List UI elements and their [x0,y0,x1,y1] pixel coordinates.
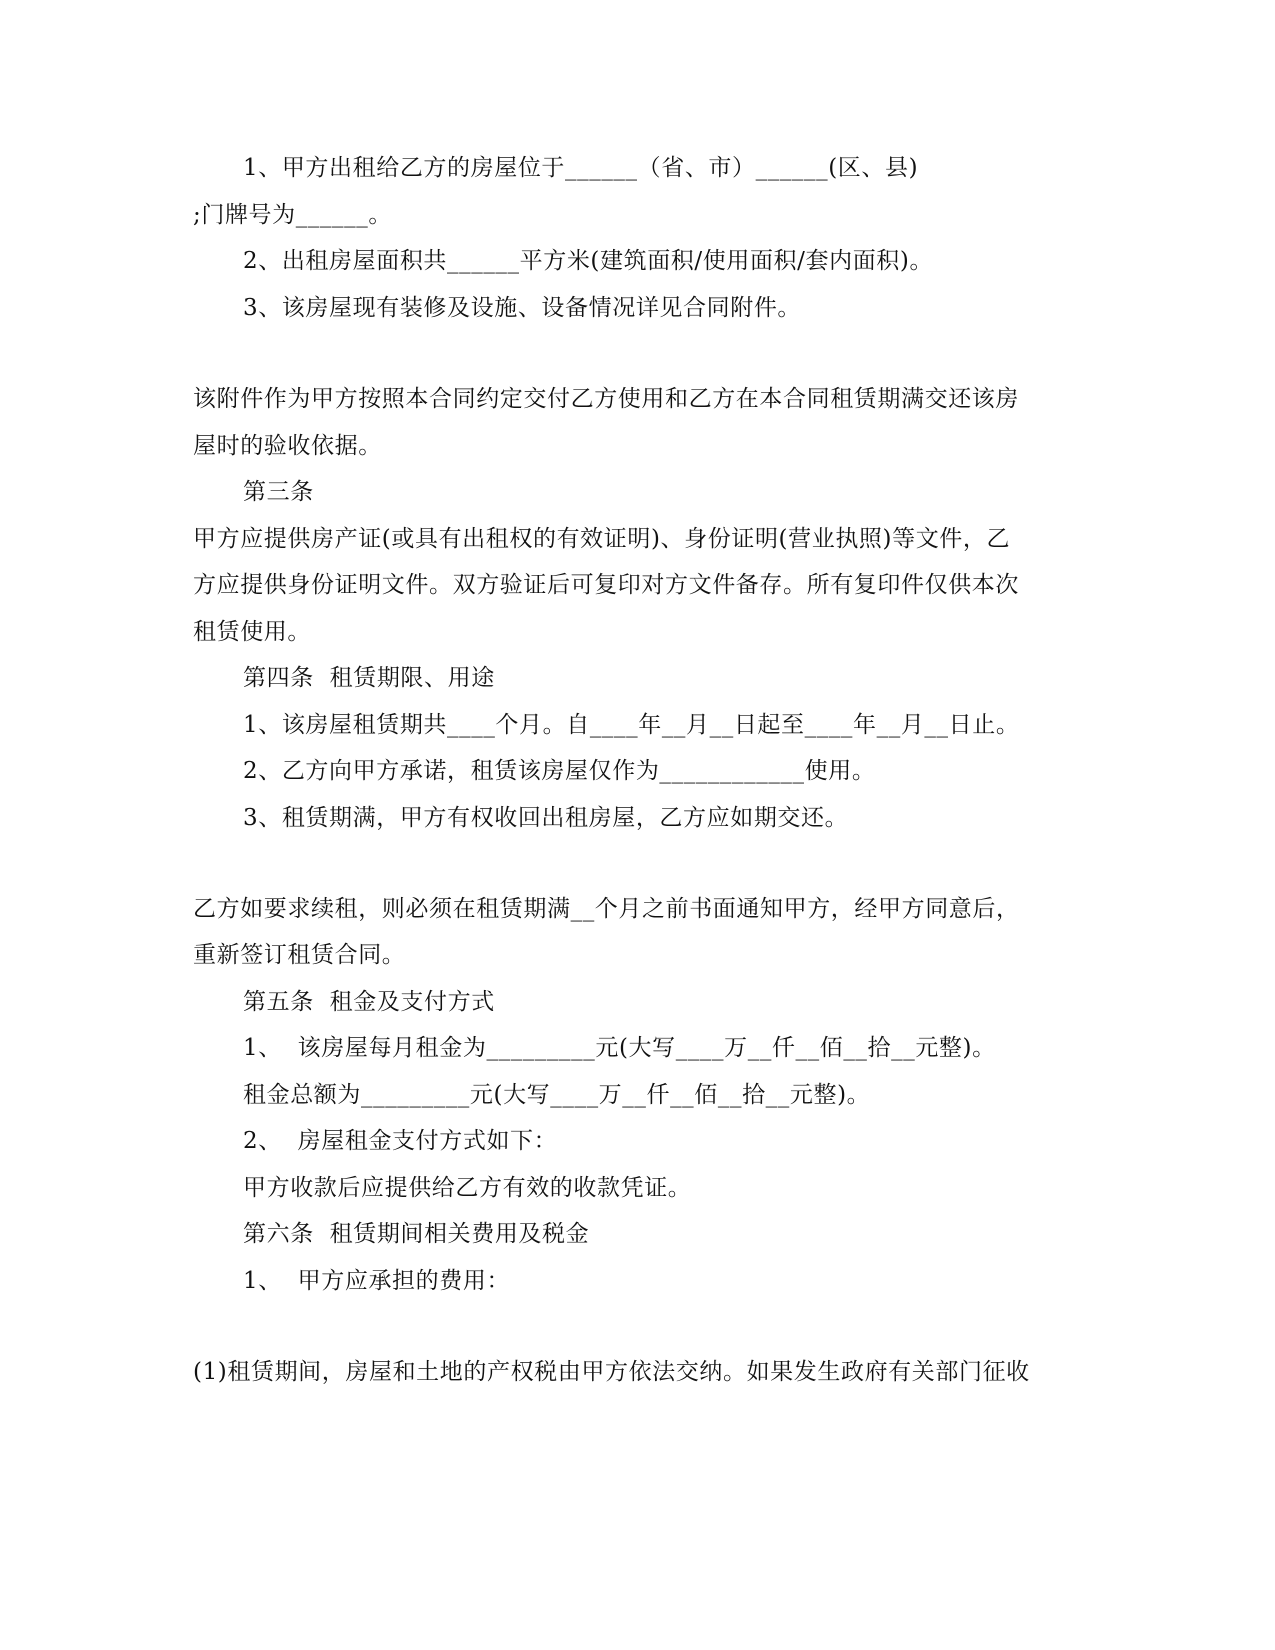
article-4-item-3: 3、租赁期满，甲方有权收回出租房屋，乙方应如期交还。 [243,805,849,831]
article-3-paragraph-line-1: 甲方应提供房产证(或具有出租权的有效证明)、身份证明(营业执照)等文件，乙 [193,526,1011,552]
renewal-paragraph-line-2: 重新签订租赁合同。 [193,942,406,968]
article-6-heading: 第六条 租赁期间相关费用及税金 [243,1221,590,1247]
clause-2-item-3: 3、该房屋现有装修及设施、设备情况详见合同附件。 [243,295,802,321]
renewal-paragraph-line-1: 乙方如要求续租，则必须在租赁期满__个月之前书面通知甲方，经甲方同意后， [193,896,1020,922]
article-3-paragraph-line-3: 租赁使用。 [193,619,311,645]
article-6-item-1: 1、 甲方应承担的费用： [243,1268,511,1294]
annex-paragraph-line-2: 屋时的验收依据。 [193,433,382,459]
annex-paragraph-line-1: 该附件作为甲方按照本合同约定交付乙方使用和乙方在本合同租赁期满交还该房 [193,386,1019,412]
article-4-item-1: 1、该房屋租赁期共____个月。自____年__月__日起至____年__月__日止。 [243,712,1020,738]
article-5-item-2: 2、 房屋租金支付方式如下： [243,1128,558,1154]
article-4-heading: 第四条 租赁期限、用途 [243,665,495,691]
clause-2-item-1-line-1: 1、甲方出租给乙方的房屋位于______（省、市）______(区、县) [243,155,919,181]
article-5-total-rent: 租金总额为_________元(大写____万__仟__佰__拾__元整)。 [243,1082,871,1108]
article-3-paragraph-line-2: 方应提供身份证明文件。双方验证后可复印对方文件备存。所有复印件仅供本次 [193,572,1019,598]
article-6-subitem-1: (1)租赁期间，房屋和土地的产权税由甲方依法交纳。如果发生政府有关部门征收 [193,1359,1030,1385]
article-3-heading: 第三条 [243,479,314,505]
article-4-item-2: 2、乙方向甲方承诺，租赁该房屋仅作为____________使用。 [243,758,876,784]
clause-2-item-2: 2、出租房屋面积共______平方米(建筑面积/使用面积/套内面积)。 [243,248,934,274]
clause-2-item-1-line-2: ;门牌号为______。 [193,202,392,228]
article-5-heading: 第五条 租金及支付方式 [243,989,495,1015]
article-5-item-1: 1、 该房屋每月租金为_________元(大写____万__仟__佰__拾__元整)。 [243,1035,996,1061]
article-5-receipt-note: 甲方收款后应提供给乙方有效的收款凭证。 [243,1175,692,1201]
